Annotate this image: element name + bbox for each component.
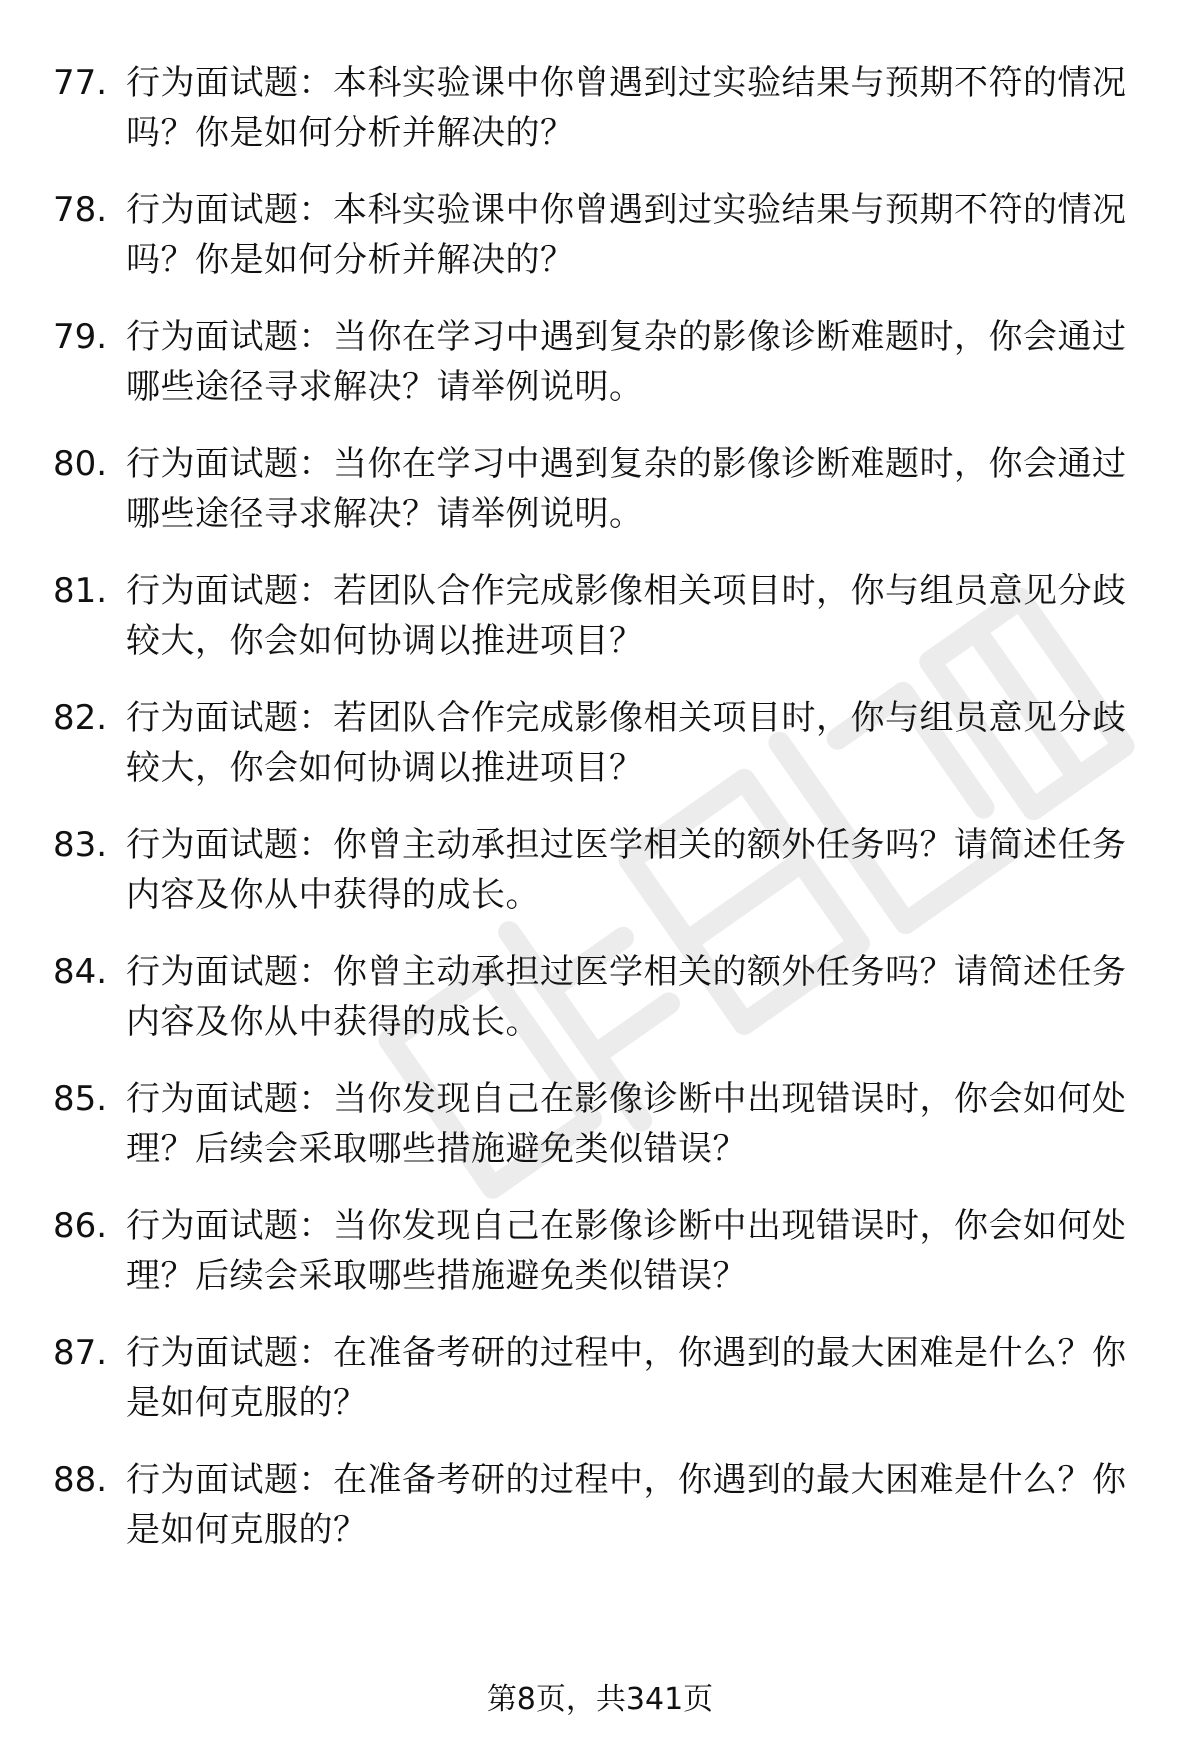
question-number: 88. — [53, 1460, 108, 1500]
list-item — [0, 693, 1200, 820]
question-text: 行为面试题：在准备考研的过程中，你遇到的最大困难是什么？你是如何克服的？ — [126, 1333, 1127, 1423]
question-text: 行为面试题：当你发现自己在影像诊断中出现错误时，你会如何处理？后续会采取哪些措施避免类似错误？ — [126, 1206, 1127, 1296]
question-text: 行为面试题：你曾主动承担过医学相关的额外任务吗？请简述任务内容及你从中获得的成长。 — [126, 825, 1127, 915]
list-item — [0, 820, 1200, 947]
question-number: 86. — [53, 1206, 108, 1246]
question-number: 79. — [53, 317, 108, 357]
question-number: 81. — [53, 571, 108, 611]
list-item — [0, 1201, 1200, 1328]
question-number: 80. — [53, 444, 108, 484]
question-list — [0, 58, 1200, 1582]
question-number: 77. — [53, 63, 108, 103]
list-item — [0, 1074, 1200, 1201]
question-number: 85. — [53, 1079, 108, 1119]
list-item — [0, 947, 1200, 1074]
question-number: 78. — [53, 190, 108, 230]
page-footer — [0, 1680, 1200, 1720]
list-item — [0, 1328, 1200, 1455]
question-number: 87. — [53, 1333, 108, 1373]
question-text: 行为面试题：当你在学习中遇到复杂的影像诊断难题时，你会通过哪些途径寻求解决？请举例说明。 — [126, 444, 1127, 534]
question-text: 行为面试题：当你发现自己在影像诊断中出现错误时，你会如何处理？后续会采取哪些措施避免类似错误？ — [126, 1079, 1127, 1169]
list-item — [0, 1455, 1200, 1582]
list-item — [0, 58, 1200, 185]
question-number: 84. — [53, 952, 108, 992]
question-text: 行为面试题：本科实验课中你曾遇到过实验结果与预期不符的情况吗？你是如何分析并解决的？ — [126, 190, 1127, 280]
question-text: 行为面试题：当你在学习中遇到复杂的影像诊断难题时，你会通过哪些途径寻求解决？请举例说明。 — [126, 317, 1127, 407]
question-text: 行为面试题：若团队合作完成影像相关项目时，你与组员意见分歧较大，你会如何协调以推进项目？ — [126, 571, 1127, 661]
question-text: 行为面试题：本科实验课中你曾遇到过实验结果与预期不符的情况吗？你是如何分析并解决的？ — [126, 63, 1127, 153]
question-number: 82. — [53, 698, 108, 738]
list-item — [0, 566, 1200, 693]
question-text: 行为面试题：在准备考研的过程中，你遇到的最大困难是什么？你是如何克服的？ — [126, 1460, 1127, 1550]
question-text: 行为面试题：你曾主动承担过医学相关的额外任务吗？请简述任务内容及你从中获得的成长。 — [126, 952, 1127, 1042]
list-item — [0, 312, 1200, 439]
page-number-label: 第8页，共341页 — [486, 1682, 714, 1717]
list-item — [0, 439, 1200, 566]
question-number: 83. — [53, 825, 108, 865]
question-text: 行为面试题：若团队合作完成影像相关项目时，你与组员意见分歧较大，你会如何协调以推进项目？ — [126, 698, 1127, 788]
list-item — [0, 185, 1200, 312]
